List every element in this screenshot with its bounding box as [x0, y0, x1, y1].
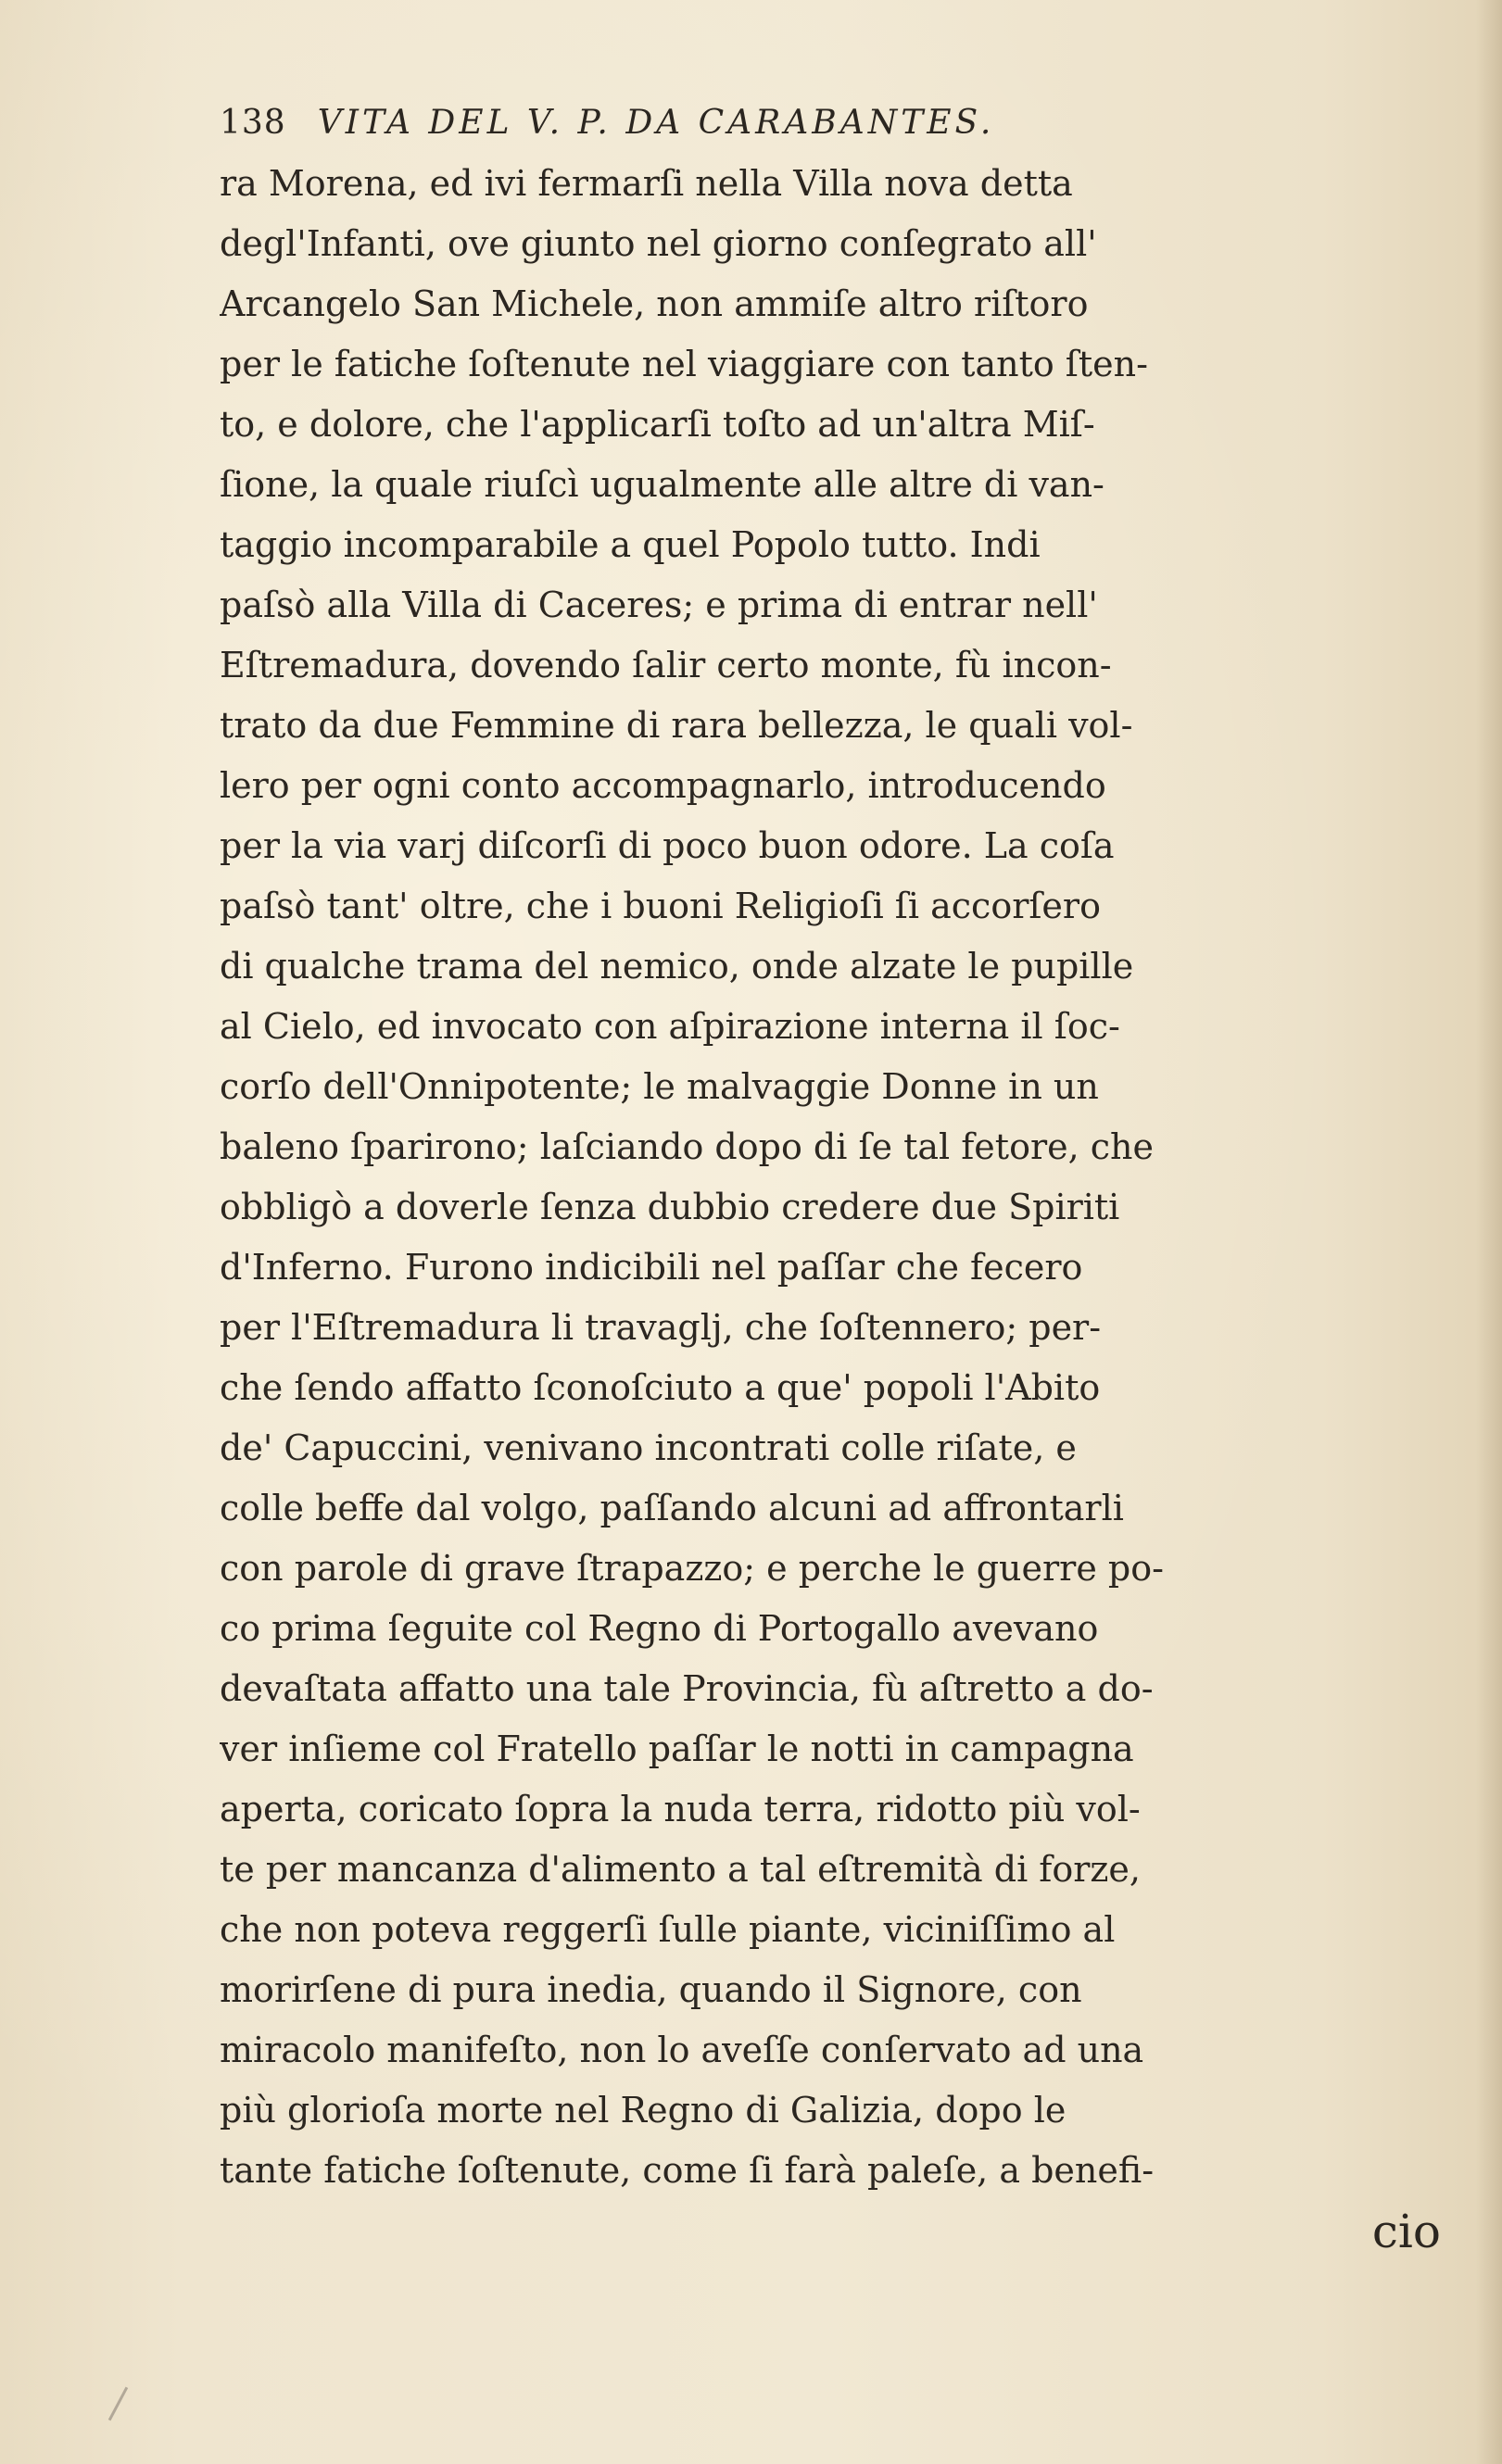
text-line: ſione, la quale riuſcì ugualmente alle altre di van-: [220, 464, 1104, 505]
text-line: con parole di grave ſtrapazzo; e perche le guerre po-: [220, 1548, 1164, 1589]
text-line: al Cielo, ed invocato con aſpirazione interna il ſoc-: [220, 1006, 1120, 1047]
text-line: che non poteva reggerſi ſulle piante, viciniſſimo al: [220, 1909, 1116, 1950]
text-line: obbligò a doverle ſenza dubbio credere due Spiriti: [220, 1187, 1120, 1227]
text-line: per la via varj diſcorſi di poco buon odore. La coſa: [220, 825, 1115, 866]
text-line: ver inſieme col Fratello paſſar le notti in campagna: [220, 1729, 1134, 1769]
text-line: Arcangelo San Michele, non ammiſe altro riſtoro: [220, 283, 1089, 324]
text-line: de' Capuccini, venivano incontrati colle riſate, e: [220, 1427, 1077, 1468]
text-line: co prima ſeguite col Regno di Portogallo avevano: [220, 1608, 1099, 1649]
text-line: Eſtremadura, dovendo ſalir certo monte, fù incon-: [220, 645, 1112, 685]
pencil-mark: [108, 2387, 128, 2421]
text-line: miracolo manifeſto, non lo aveſſe conſervato ad una: [220, 2030, 1144, 2070]
text-line: paſsò tant' oltre, che i buoni Religioſi ſi accorſero: [220, 886, 1101, 926]
text-line: per le fatiche ſoſtenute nel viaggiare con tanto ſten-: [220, 344, 1148, 384]
text-line: tante fatiche ſoſtenute, come ſi farà paleſe, a benefi-: [220, 2150, 1155, 2191]
body-text: [220, 154, 1489, 2201]
text-line: baleno ſparirono; laſciando dopo di ſe tal fetore, che: [220, 1126, 1155, 1167]
text-line: di qualche trama del nemico, onde alzate le pupille: [220, 946, 1134, 987]
text-line: degl'Infanti, ove giunto nel giorno conſegrato all': [220, 223, 1097, 264]
page-number: 138: [220, 104, 286, 142]
running-head: [220, 93, 1489, 154]
text-line: lero per ogni conto accompagnarlo, introducendo: [220, 765, 1106, 806]
text-line: corſo dell'Onnipotente; le malvaggie Donne in un: [220, 1066, 1099, 1107]
running-head-title: VITA DEL V. P. DA CARABANTES.: [317, 104, 995, 142]
text-line: taggio incomparabile a quel Popolo tutto. Indi: [220, 524, 1041, 565]
text-line: to, e dolore, che l'applicarſi toſto ad un'altra Miſ-: [220, 404, 1095, 445]
text-line: paſsò alla Villa di Caceres; e prima di entrar nell': [220, 585, 1098, 625]
text-line: devaſtata affatto una tale Provincia, fù aſtretto a do-: [220, 1668, 1154, 1709]
text-line: più glorioſa morte nel Regno di Galizia, dopo le: [220, 2090, 1067, 2131]
text-line: trato da due Femmine di rara bellezza, le quali vol-: [220, 705, 1133, 746]
text-line: d'Inferno. Furono indicibili nel paſſar che fecero: [220, 1247, 1083, 1288]
text-line: ra Morena, ed ivi fermarſi nella Villa nova detta: [220, 163, 1073, 204]
text-block: [220, 93, 1489, 2262]
text-line: aperta, coricato ſopra la nuda terra, ridotto più vol-: [220, 1789, 1141, 1829]
text-line: te per mancanza d'alimento a tal eſtremità di forze,: [220, 1849, 1141, 1890]
text-line: che ſendo affatto ſconoſciuto a que' popoli l'Abito: [220, 1367, 1101, 1408]
text-line: colle beffe dal volgo, paſſando alcuni ad affrontarli: [220, 1488, 1124, 1528]
text-line: per l'Eſtremadura li travaglj, che ſoſtennero; per-: [220, 1307, 1102, 1348]
catchword: cio: [1371, 2205, 1441, 2258]
text-line: morirſene di pura inedia, quando il Signore, con: [220, 1969, 1082, 2010]
